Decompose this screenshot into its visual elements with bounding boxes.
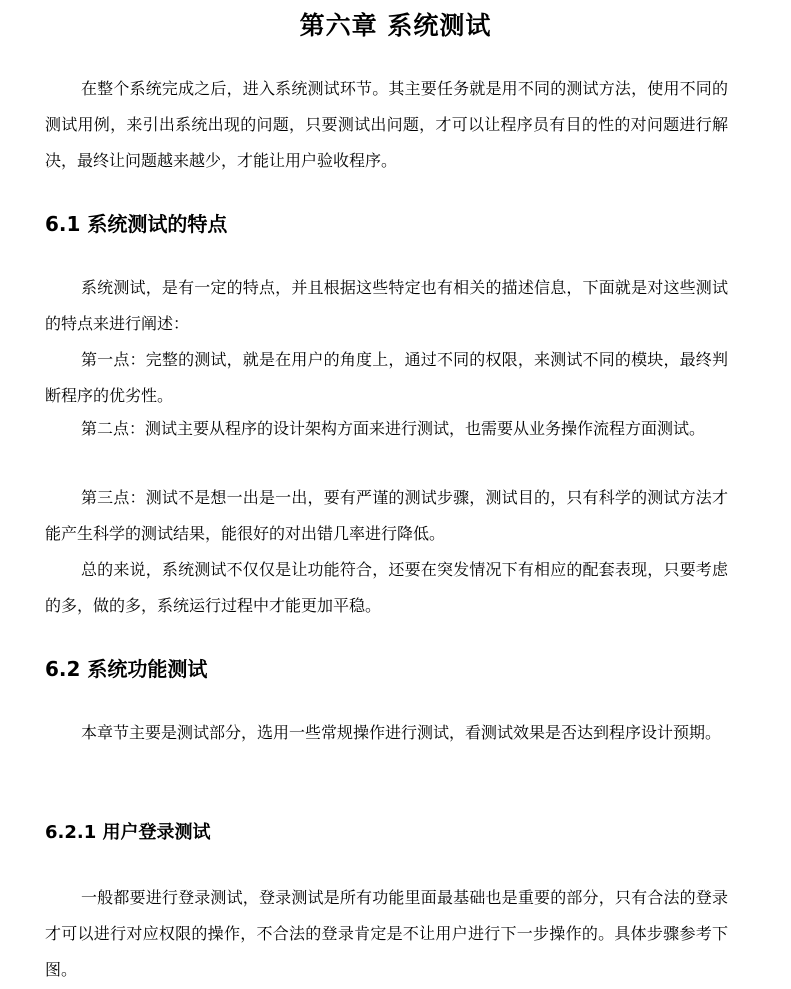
section-6-1-paragraph-5: 总的来说，系统测试不仅仅是让功能符合，还要在突发情况下有相应的配套表现，只要考虑的多，做的多，系统运行过程中才能更加平稳。: [45, 560, 728, 615]
section-6-2-heading: 6.2 系统功能测试: [45, 657, 208, 681]
section-6-2-1-paragraph-1: 一般都要进行登录测试，登录测试是所有功能里面最基础也是重要的部分，只有合法的登录才可以进行对应权限的操作，不合法的登录肯定是不让用户进行下一步操作的。具体步骤参考下图。: [45, 888, 728, 979]
section-6-1-paragraph-4: 第三点：测试不是想一出是一出，要有严谨的测试步骤，测试目的，只有科学的测试方法才能产生科学的测试结果，能很好的对出错几率进行降低。: [45, 488, 728, 543]
section-6-1-heading: 6.1 系统测试的特点: [45, 212, 228, 236]
section-6-1-paragraph-2: 第一点：完整的测试，就是在用户的角度上，通过不同的权限，来测试不同的模块，最终判断程序的优劣性。: [45, 350, 728, 405]
chapter-title: 第六章 系统测试: [299, 11, 492, 40]
section-6-2-1-heading: 6.2.1 用户登录测试: [45, 822, 211, 843]
section-6-1-paragraph-1: 系统测试，是有一定的特点，并且根据这些特定也有相关的描述信息，下面就是对这些测试的特点来进行阐述：: [45, 278, 728, 333]
section-6-1-paragraph-3: 第二点：测试主要从程序的设计架构方面来进行测试，也需要从业务操作流程方面测试。: [81, 419, 706, 438]
intro-paragraph: 在整个系统完成之后，进入系统测试环节。其主要任务就是用不同的测试方法，使用不同的测试用例，来引出系统出现的问题，只要测试出问题，才可以让程序员有目的性的对问题进行解决，最终让问题越来越少，才能让用户验收程序。: [45, 79, 728, 170]
section-6-2-paragraph-1: 本章节主要是测试部分，选用一些常规操作进行测试，看测试效果是否达到程序设计预期。: [81, 723, 722, 742]
